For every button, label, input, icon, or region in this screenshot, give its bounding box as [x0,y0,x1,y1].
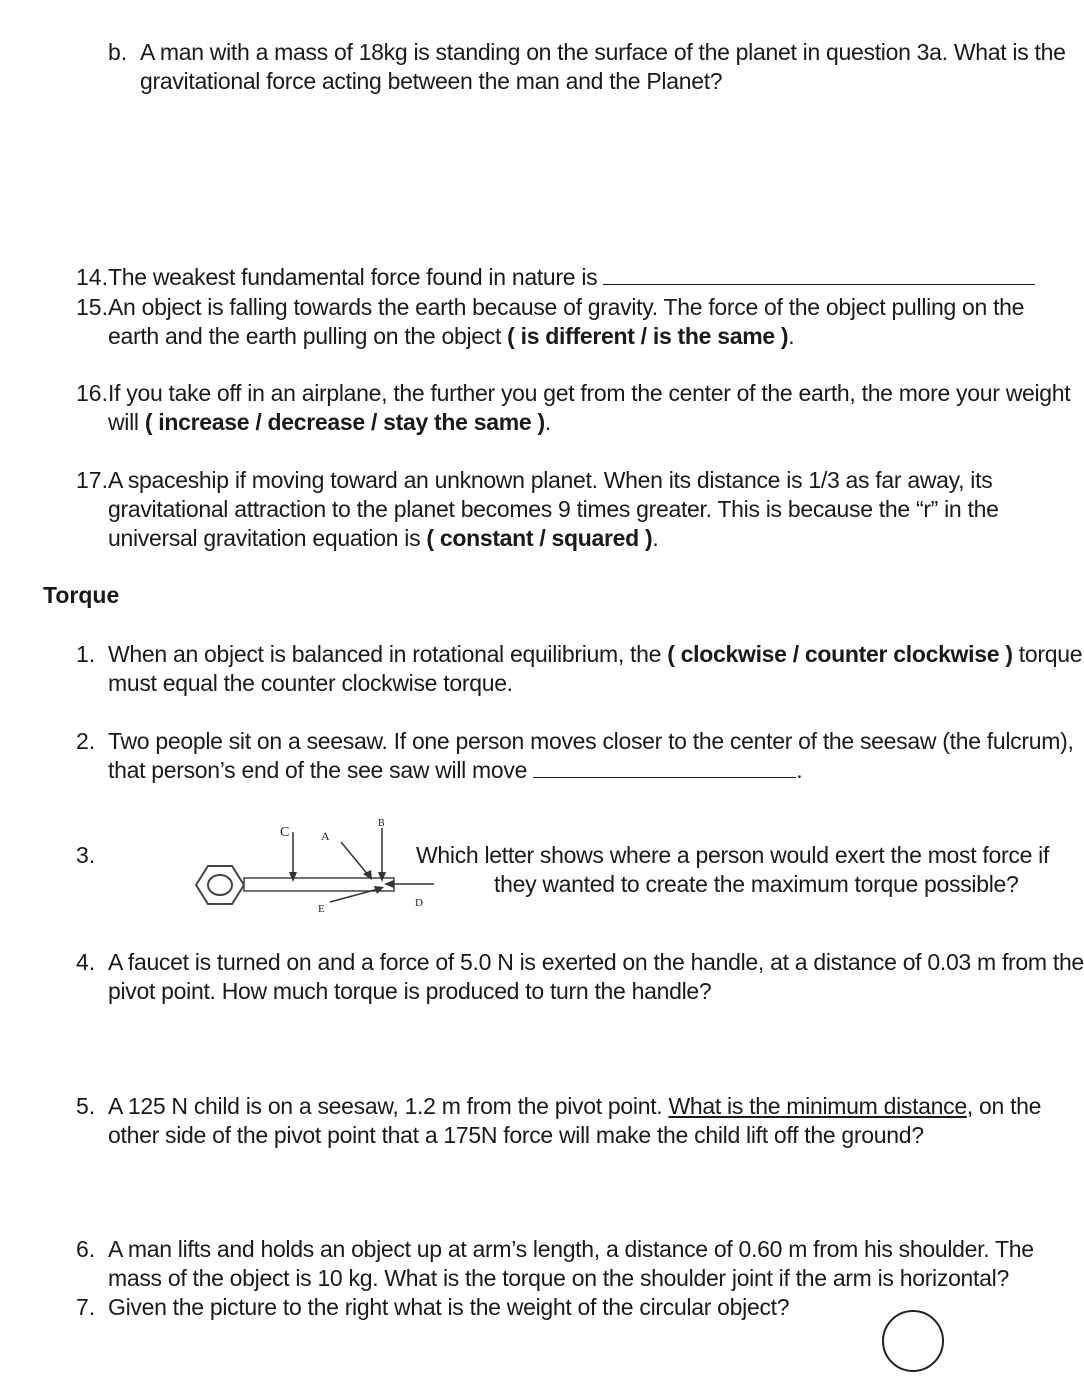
t3-line1: Which letter shows where a person would exert the most force if [416,842,1050,868]
q16-line2 [108,408,551,437]
q15-line2-text: earth and the earth pulling on the object [108,323,508,349]
q15-line2 [108,322,794,351]
circular-object-outline [883,1311,943,1371]
q17-number: 17. [76,467,108,493]
q14-number: 14. [76,264,108,290]
q14-answer-blank[interactable] [603,266,1035,285]
label-a: A [321,829,330,843]
q15-choices[interactable]: ( is different / is the same ) [507,323,789,349]
t5-line1-end: , on the [966,1093,1042,1119]
q16-line2-text: will [108,409,145,435]
t4-line2: pivot point. How much torque is produced to turn the handle? [108,978,712,1004]
t6-line1: A man lifts and holds an object up at arm’s length, a distance of 0.60 m from his shoulder. The [108,1236,1034,1262]
q15-number: 15. [76,294,108,320]
q17-period: . [652,525,659,551]
q16-period: . [544,409,551,435]
t1-choices[interactable]: ( clockwise / counter clockwise ) [667,641,1013,667]
q17-line1: A spaceship if moving toward an unknown planet. When its distance is 1/3 as far away, its [108,467,993,493]
t1-number: 1. [76,641,96,667]
t2-line1: Two people sit on a seesaw. If one person moves closer to the center of the seesaw (the fulcrum), [108,728,1074,754]
t1-line1-end: torque [1012,641,1083,667]
t5-underlined: What is the minimum distance [668,1093,967,1119]
t1-line2: must equal the counter clockwise torque. [108,670,513,696]
t2-line2-text: that person’s end of the see saw will move [108,757,528,783]
label-c: C [280,825,290,840]
t5-line2: other side of the pivot point that a 175N force will make the child lift off the ground? [108,1122,924,1148]
q17-line2: gravitational attraction to the planet becomes 9 times greater. This is because the “r” in the [108,496,999,522]
q17-line3-text: universal gravitation equation is [108,525,427,551]
wrench-hole [208,875,232,895]
wrench-diagram [158,810,433,920]
label-b: B [378,818,385,829]
t5-number: 5. [76,1093,96,1119]
q3b-line1: A man with a mass of 18kg is standing on the surface of the planet in question 3a. What is the [140,39,1066,65]
t2-period: . [796,757,803,783]
q3b-line2: gravitational force acting between the man and the Planet? [140,68,723,94]
q16-number: 16. [76,380,108,406]
wrench-handle [244,878,394,891]
t7-number: 7. [76,1294,96,1320]
t5-line1-text: A 125 N child is on a seesaw, 1.2 m from the pivot point. [108,1093,669,1119]
q14-text [108,263,1035,292]
q16-choices[interactable]: ( increase / decrease / stay the same ) [144,409,545,435]
t4-line1: A faucet is turned on and a force of 5.0 N is exerted on the handle, at a distance of 0.03 m from the [108,949,1084,975]
q15-period: . [788,323,795,349]
t2-line2 [108,756,802,785]
section-heading-torque: Torque [43,582,120,608]
t6-line2: mass of the object is 10 kg. What is the torque on the shoulder joint if the arm is horizontal? [108,1265,1009,1291]
t3-line2: they wanted to create the maximum torque possible? [494,871,1019,897]
q17-line3 [108,524,658,553]
t5-line1 [108,1092,1041,1121]
q14-question: The weakest fundamental force found in nature is [108,264,598,290]
t2-number: 2. [76,728,96,754]
q3b-label: b. [108,39,128,65]
t7-line1: Given the picture to the right what is the weight of the circular object? [108,1294,790,1320]
q17-choices[interactable]: ( constant / squared ) [426,525,653,551]
label-e: E [318,903,325,915]
force-arrow-a [341,842,369,876]
t1-line1-text: When an object is balanced in rotational equilibrium, the [108,641,668,667]
t4-number: 4. [76,949,96,975]
circular-object [880,1308,946,1374]
t3-number: 3. [76,842,96,868]
t6-number: 6. [76,1236,96,1262]
label-d: D [415,897,423,909]
q16-line1: If you take off in an airplane, the further you get from the center of the earth, the more your weight [108,380,1071,406]
q15-line1: An object is falling towards the earth because of gravity. The force of the object pulling on the [108,294,1025,320]
t2-answer-blank[interactable] [533,759,796,778]
t1-line1 [108,640,1082,669]
